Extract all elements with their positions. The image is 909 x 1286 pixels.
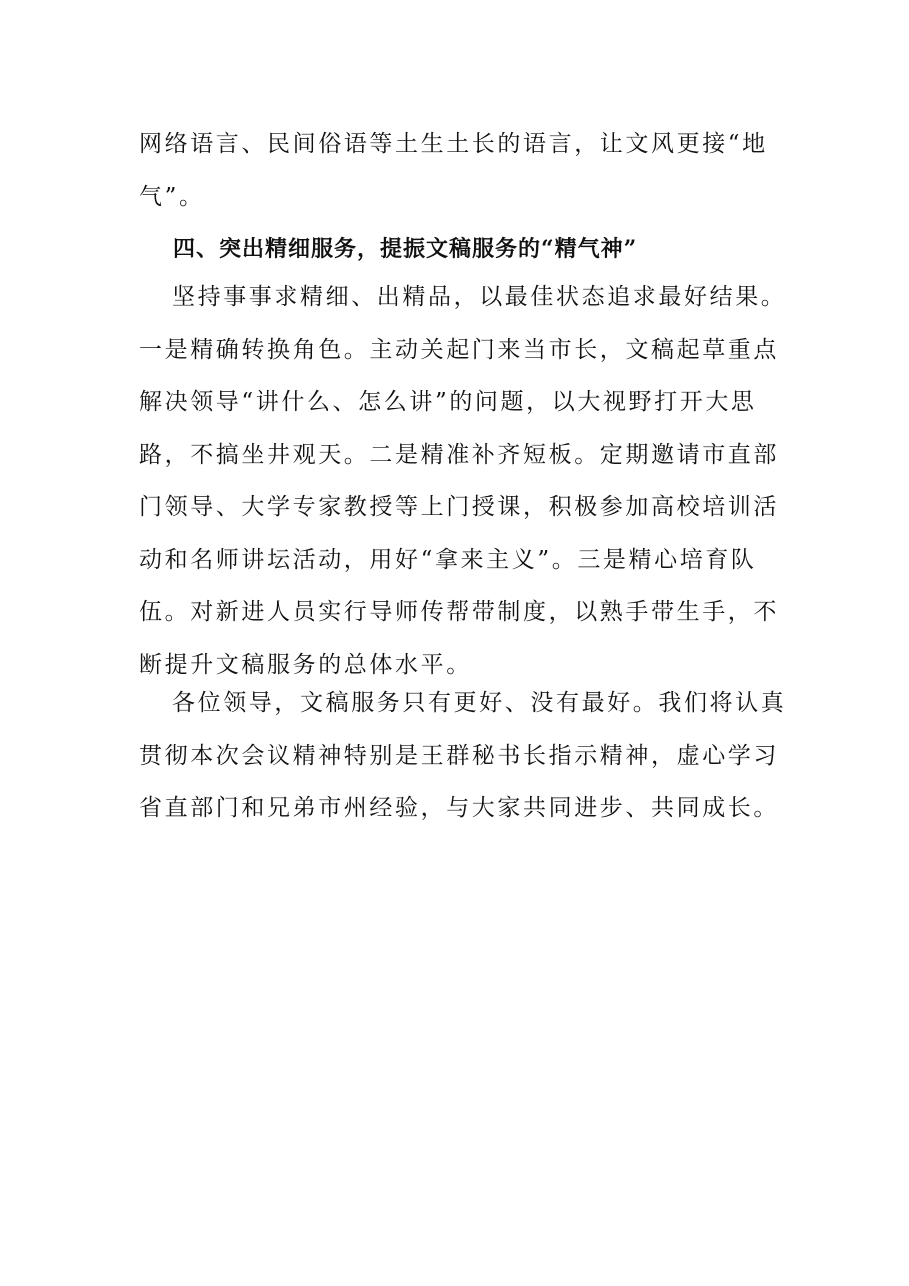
paragraph-line: 各位领导，文稿服务只有更好、没有最好。我们将认真 xyxy=(172,690,787,716)
paragraph-line: 省直部门和兄弟市州经验，与大家共同进步、共同成长。 xyxy=(139,795,779,821)
paragraph-line: 网络语言、民间俗语等土生土长的语言，让文风更接“地 xyxy=(139,131,768,157)
paragraph-line: 动和名师讲坛活动，用好“拿来主义”。三是精心培育队 xyxy=(139,546,757,573)
paragraph-refined-service xyxy=(139,271,787,691)
paragraph-line: 断提升文稿服务的总体水平。 xyxy=(139,651,472,678)
paragraph-line: 气”。 xyxy=(139,183,205,210)
paragraph-line: 路，不搞坐井观天。二是精准补齐短板。定期邀请市直部 xyxy=(139,441,779,468)
section-heading: 四、突出精细服务，提振文稿服务的“精气神” xyxy=(173,236,638,262)
paragraph-line: 坚持事事求精细、出精品，以最佳状态追求最好结果。 xyxy=(172,284,787,310)
paragraph-line: 伍。对新进人员实行导师传帮带制度，以熟手带生手，不 xyxy=(139,599,779,625)
paragraph-closing xyxy=(139,677,787,835)
continuation-paragraph xyxy=(139,118,779,223)
paragraph-line: 解决领导“讲什么、怎么讲”的问题，以大视野打开大思 xyxy=(139,389,757,415)
paragraph-line: 门领导、大学专家教授等上门授课，积极参加高校培训活 xyxy=(139,494,779,520)
paragraph-line: 贯彻本次会议精神特别是王群秘书长指示精神，虚心学习 xyxy=(139,742,779,769)
paragraph-line: 一是精确转换角色。主动关起门来当市长，文稿起草重点 xyxy=(139,336,779,363)
